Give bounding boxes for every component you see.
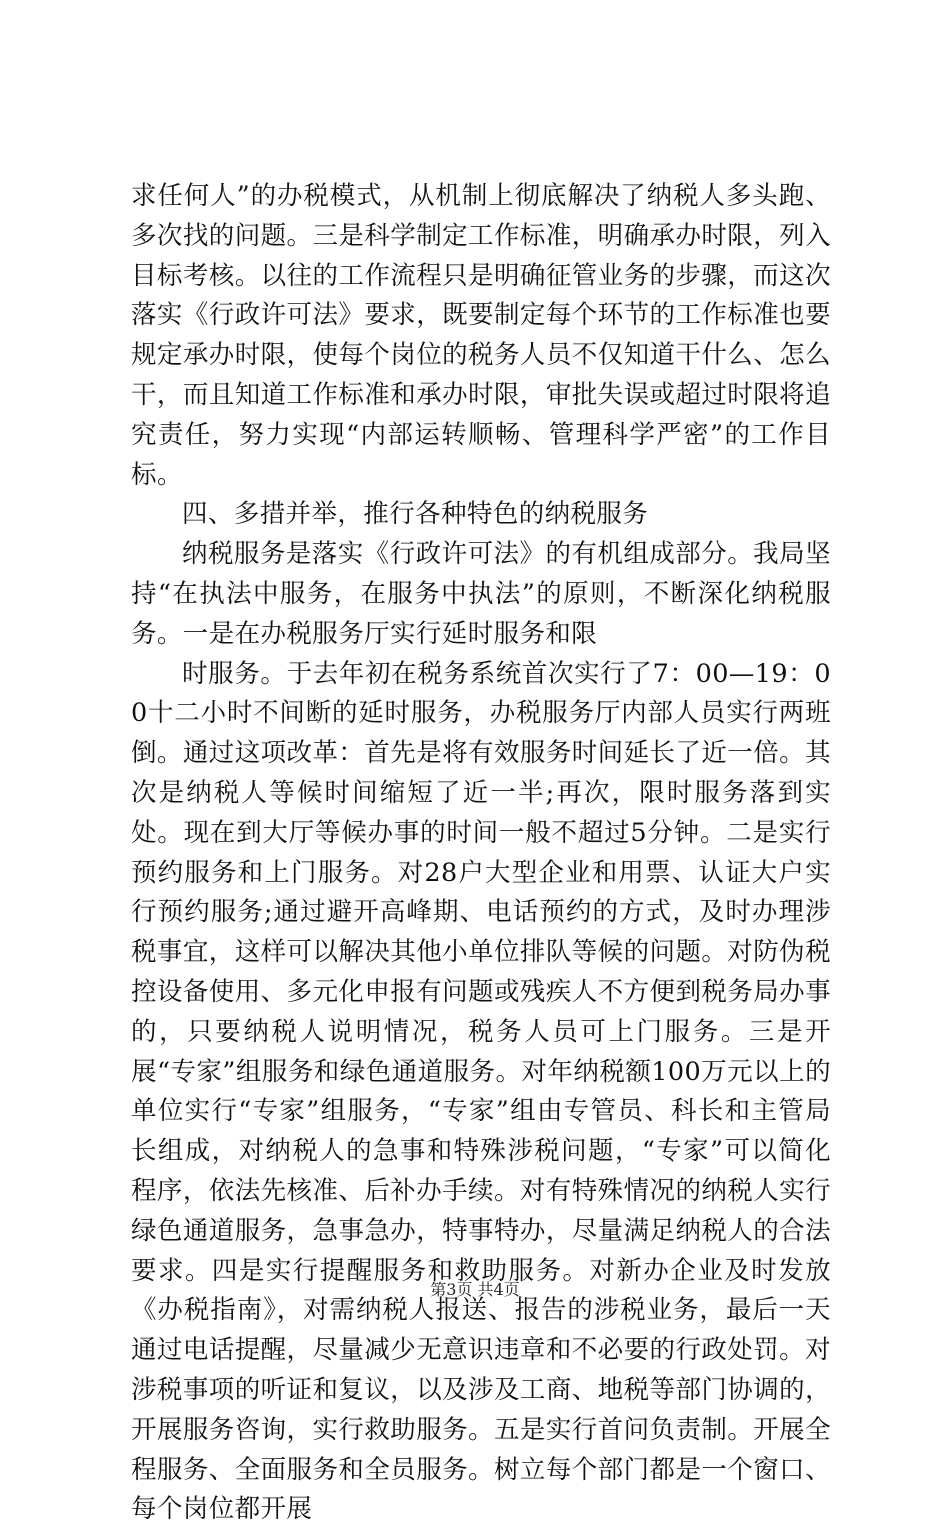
- paragraph-service-details: 时服务。于去年初在税务系统首次实行了7：00—19：00十二小时不间断的延时服务，办税服务厅内部人员实行两班倒。通过这项改革：首先是将有效服务时间延长了近一倍。其次是纳税人等候时间缩短了近一半;再次，限时服务落到实处。现在到大厅等候办事的时间一般不超过5分钟。二是实行预约服务和上门服务。对28户大型企业和用票、认证大户实行预约服务;通过避开高峰期、电话预约的方式，及时办理涉税事宜，这样可以解决其他小单位排队等候的问题。对防伪税控设备使用、多元化申报有问题或残疾人不方便到税务局办事的，只要纳税人说明情况，税务人员可上门服务。三是开展“专家”组服务和绿色通道服务。对年纳税额100万元以上的单位实行“专家”组服务，“专家”组由专管员、科长和主管局长组成，对纳税人的急事和特殊涉税问题，“专家”可以简化程序，依法先核准、后补办手续。对有特殊情况的纳税人实行绿色通道服务，急事急办，特事特办，尽量满足纳税人的合法要求。四是实行提醒服务和救助服务。对新办企业及时发放《办税指南》，对需纳税人报送、报告的涉税业务，最后一天通过电话提醒，尽量减少无意识违章和不必要的行政处罚。对涉税事项的听证和复议，以及涉及工商、地税等部门协调的，开展服务咨询，实行救助服务。五是实行首问负责制。开展全程服务、全面服务和全员服务。树立每个部门都是一个窗口、每个岗位都开展: [131, 658, 831, 1525]
- page-footer: 第3页 共4页: [430, 1280, 520, 1299]
- document-body: [131, 177, 831, 1530]
- paragraph-service-intro: 纳税服务是落实《行政许可法》的有机组成部分。我局坚持“在执法中服务，在服务中执法”的原则，不断深化纳税服务。一是在办税服务厅实行延时服务和限: [131, 539, 831, 649]
- section-heading: 四、多措并举，推行各种特色的纳税服务: [182, 499, 649, 530]
- paragraph-continuation: 求任何人”的办税模式，从机制上彻底解决了纳税人多头跑、多次找的问题。三是科学制定工作标准，明确承办时限，列入目标考核。以往的工作流程只是明确征管业务的步骤，而这次落实《行政许可法》要求，既要制定每个环节的工作标准也要规定承办时限，使每个岗位的税务人员不仅知道干什么、怎么干，而且知道工作标准和承办时限，审批失误或超过时限将追究责任，努力实现“内部运转顺畅、管理科学严密”的工作目标。: [131, 181, 831, 490]
